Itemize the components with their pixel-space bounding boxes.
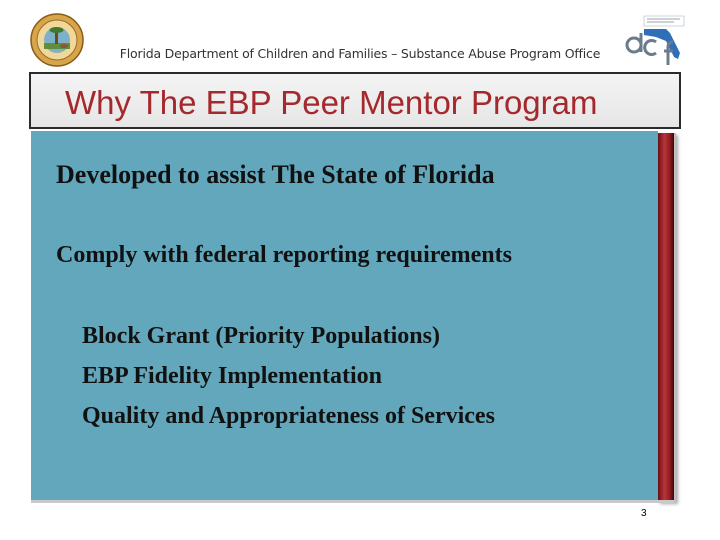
list-item: Block Grant (Priority Populations): [82, 323, 440, 349]
body-line-developed: Developed to assist The State of Florida: [56, 160, 495, 189]
florida-state-seal-icon: [30, 13, 84, 67]
slide-title-box: [29, 72, 681, 129]
bottom-strip: [31, 500, 674, 503]
slide-title: Why The EBP Peer Mentor Program: [65, 84, 598, 121]
dcf-logo-icon: [622, 15, 688, 67]
page-number: 3: [641, 508, 647, 519]
list-item: Quality and Appropriateness of Services: [82, 403, 495, 429]
list-item: EBP Fidelity Implementation: [82, 363, 382, 389]
body-line-comply: Comply with federal reporting requirements: [56, 242, 512, 268]
header-organization-text: Florida Department of Children and Families – Substance Abuse Program Office: [119, 46, 601, 61]
accent-bar: [658, 133, 676, 502]
